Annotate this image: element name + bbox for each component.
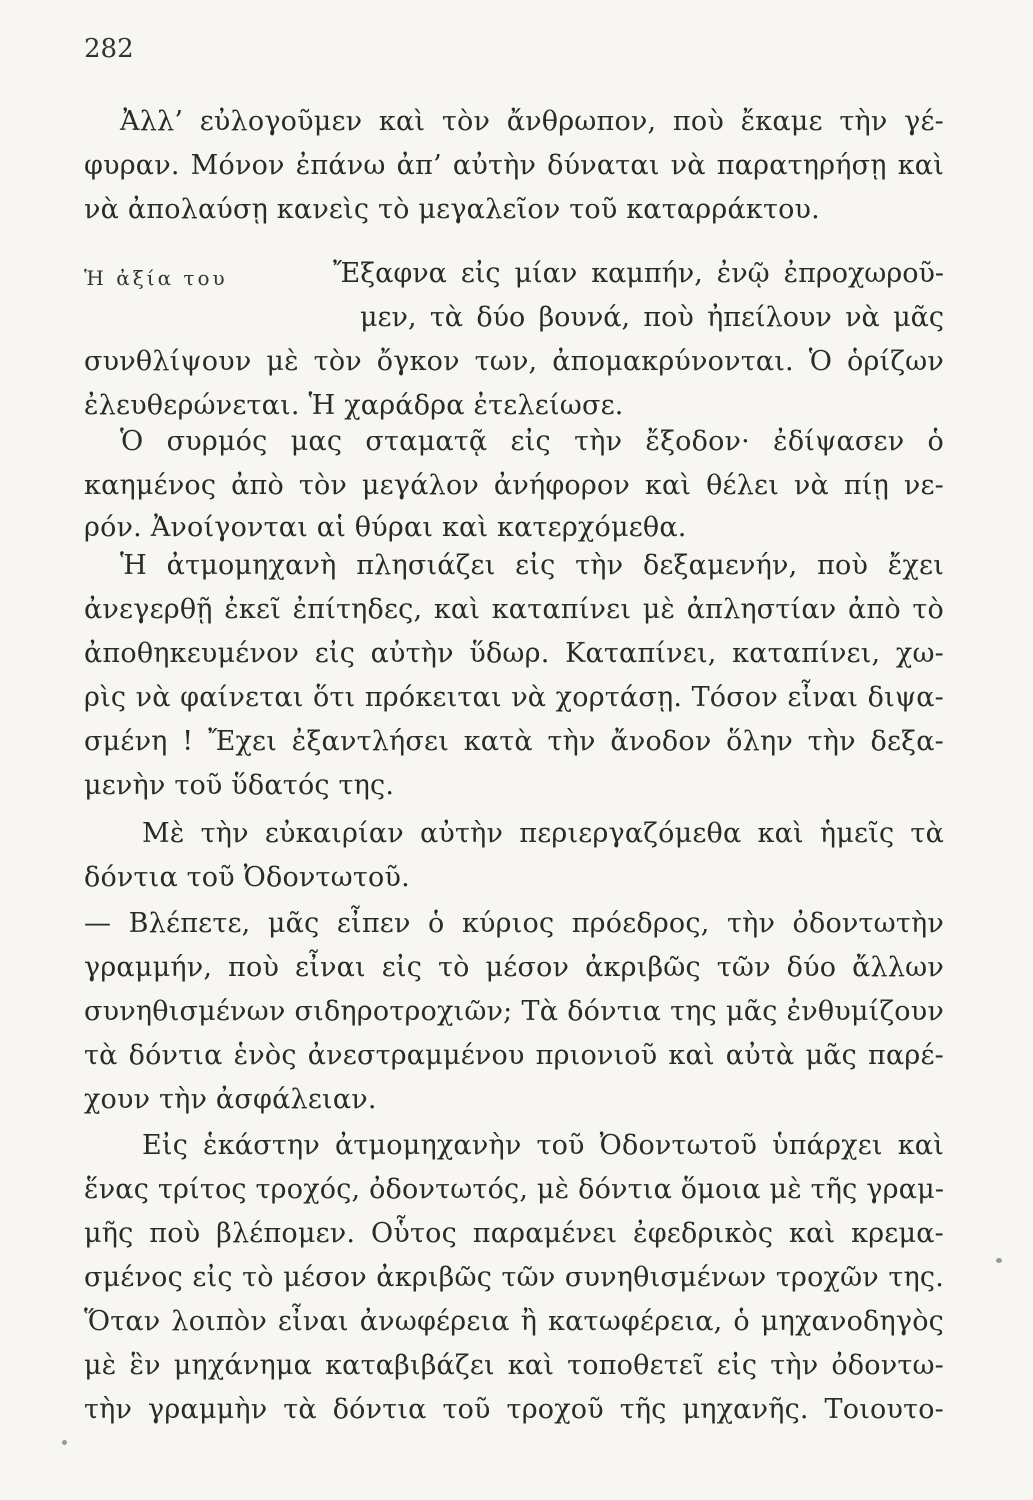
text-line: ἕνας τρίτος τροχός, ὀδοντωτός, μὲ δόντια ὅμοια μὲ τῆς γραμ- [84, 1174, 945, 1205]
text-line: μενὴν τοῦ ὕδατός της. [84, 770, 395, 801]
text-line: ἀποθηκευμένον εἰς αὐτὴν ὕδωρ. Καταπίνει, καταπίνει, χω- [84, 638, 944, 669]
text-line: μῆς ποὺ βλέπομεν. Οὗτος παραμένει ἐφεδρικὸς καὶ κρεμα- [84, 1218, 944, 1249]
text-line: τὴν γραμμὴν τὰ δόντια τοῦ τροχοῦ τῆς μηχανῆς. Τοιουτο- [84, 1394, 944, 1425]
paper-speck [996, 1258, 1002, 1263]
text-line: χουν τὴν ἀσφάλειαν. [84, 1084, 377, 1115]
text-line: ρὶς νὰ φαίνεται ὅτι πρόκειται νὰ χορτάσῃ. Τόσον εἶναι διψα- [84, 682, 944, 713]
text-line: ἀνεγερθῇ ἐκεῖ ἐπίτηδες, καὶ καταπίνει μὲ ἀπληστίαν ἀπὸ τὸ [84, 594, 944, 625]
text-line: μεν, τὰ δύο βουνά, ποὺ ἠπείλουν νὰ μᾶς [360, 302, 944, 333]
text-line: νὰ ἀπολαύσῃ κανεὶς τὸ μεγαλεῖον τοῦ καταρράκτου. [84, 194, 820, 225]
margin-heading: Ἡ ἀξία του [84, 266, 228, 290]
text-line: Ὁ συρμός μας σταματᾷ εἰς τὴν ἔξοδον· ἐδίψασεν ὁ [120, 426, 944, 457]
text-line: συνηθισμένων σιδηροτροχιῶν; Τὰ δόντια της μᾶς ἐνθυμίζουν [84, 996, 944, 1027]
text-line: Ἡ ἀτμομηχανὴ πλησιάζει εἰς τὴν δεξαμενήν, ποὺ ἔχει [120, 550, 944, 581]
text-line: σμένη ! Ἔχει ἐξαντλήσει κατὰ τὴν ἄνοδον ὅλην τὴν δεξα- [84, 726, 944, 757]
text-line: Εἰς ἑκάστην ἀτμομηχανὴν τοῦ Ὀδοντωτοῦ ὑπάρχει καὶ [142, 1130, 944, 1161]
text-line: Ἔξαφνα εἰς μίαν καμπήν, ἐνῷ ἐπροχωροῦ- [333, 258, 944, 289]
text-line: μὲ ἓν μηχάνημα καταβιβάζει καὶ τοποθετεῖ εἰς τὴν ὀδοντω- [84, 1350, 944, 1381]
text-line: ἐλευθερώνεται. Ἡ χαράδρα ἐτελείωσε. [84, 390, 624, 421]
text-line: γραμμήν, ποὺ εἶναι εἰς τὸ μέσον ἀκριβῶς τῶν δύο ἄλλων [84, 952, 944, 983]
text-line: καημένος ἀπὸ τὸν μεγάλον ἀνήφορον καὶ θέλει νὰ πίῃ νε- [84, 470, 944, 501]
text-line: φυραν. Μόνον ἐπάνω ἀπ’ αὐτὴν δύναται νὰ παρατηρήσῃ καὶ [84, 150, 944, 181]
text-line: σμένος εἰς τὸ μέσον ἀκριβῶς τῶν συνηθισμένων τροχῶν της. [84, 1262, 944, 1293]
text-line: Μὲ τὴν εὐκαιρίαν αὐτὴν περιεργαζόμεθα καὶ ἡμεῖς τὰ [142, 818, 944, 849]
text-line: συνθλίψουν μὲ τὸν ὄγκον των, ἀπομακρύνονται. Ὁ ὁρίζων [84, 346, 944, 377]
text-line: Ὅταν λοιπὸν εἶναι ἀνωφέρεια ἢ κατωφέρεια, ὁ μηχανοδηγὸς [84, 1306, 944, 1337]
text-line: δόντια τοῦ Ὀδοντωτοῦ. [84, 862, 410, 893]
paper-speck [62, 1440, 67, 1445]
text-line: — Βλέπετε, μᾶς εἶπεν ὁ κύριος πρόεδρος, τὴν ὀδοντωτὴν [84, 908, 944, 939]
page-number: 282 [84, 34, 134, 64]
text-line: τὰ δόντια ἑνὸς ἀνεστραμμένου πριονιοῦ καὶ αὐτὰ μᾶς παρέ- [84, 1040, 944, 1071]
text-line: ρόν. Ἀνοίγονται αἱ θύραι καὶ κατερχόμεθα. [84, 512, 687, 543]
text-line: Ἀλλ’ εὐλογοῦμεν καὶ τὸν ἄνθρωπον, ποὺ ἔκαμε τὴν γέ- [120, 106, 944, 137]
